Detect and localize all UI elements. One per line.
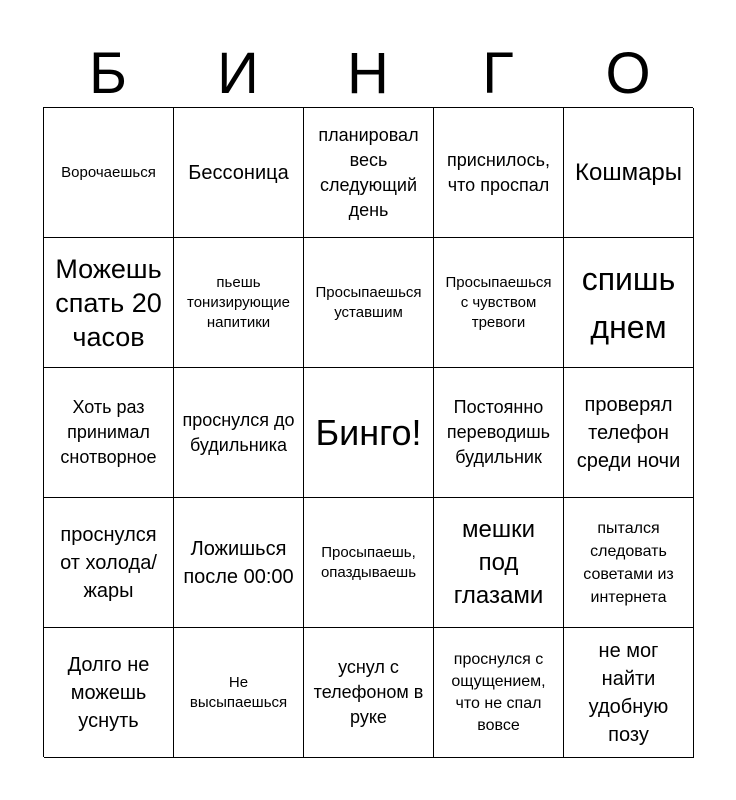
bingo-cell[interactable] xyxy=(44,628,174,758)
bingo-cell[interactable] xyxy=(564,628,694,758)
cell-text: спишь днем xyxy=(581,260,676,345)
cell-text: проснулся от холода/ жары xyxy=(60,523,157,602)
cell-text: Ворочаешься xyxy=(61,163,156,181)
header-letter-b: Б xyxy=(88,41,128,106)
header-letter-i: И xyxy=(217,41,259,106)
cell-text: пытался следовать советами из интернета xyxy=(583,519,674,606)
cell-text: Бинго! xyxy=(315,411,422,453)
bingo-cell[interactable] xyxy=(44,108,174,238)
cell-text: Можешь спать 20 часов xyxy=(55,253,162,352)
cell-text: пьешь тонизирующие напитики xyxy=(187,273,290,331)
cell-text: Долго не можешь уснуть xyxy=(67,653,150,732)
cell-text: Не высыпаешься xyxy=(189,673,288,711)
bingo-cell[interactable] xyxy=(434,628,564,758)
cell-text: уснул с телефоном в руке xyxy=(313,657,424,727)
bingo-cell[interactable] xyxy=(564,368,694,498)
bingo-cell[interactable] xyxy=(174,238,304,368)
cell-text: проснулся до будильника xyxy=(182,409,295,455)
cell-text: Хоть раз принимал снотворное xyxy=(60,397,157,467)
bingo-cell[interactable] xyxy=(434,108,564,238)
bingo-cell[interactable] xyxy=(44,498,174,628)
bingo-cell[interactable] xyxy=(174,498,304,628)
cell-text: Ложишься после 00:00 xyxy=(183,537,294,588)
cell-text: проверял телефон среди ночи xyxy=(576,393,681,472)
bingo-cell[interactable] xyxy=(564,108,694,238)
bingo-cell[interactable] xyxy=(434,498,564,628)
cell-text: не мог найти удобную позу xyxy=(588,639,669,746)
cell-text: планировал весь следующий день xyxy=(318,124,419,220)
bingo-cell[interactable] xyxy=(174,368,304,498)
bingo-cell[interactable] xyxy=(304,108,434,238)
cell-text: Просыпаешься уставшим xyxy=(315,283,422,321)
bingo-cell[interactable] xyxy=(304,498,434,628)
cell-text: Просыпаешь, опаздываешь xyxy=(320,543,417,581)
bingo-cell[interactable] xyxy=(44,238,174,368)
cell-text: приснилось, что проспал xyxy=(447,149,550,195)
bingo-cell[interactable] xyxy=(174,628,304,758)
bingo-cell[interactable] xyxy=(434,368,564,498)
bingo-cell[interactable] xyxy=(564,238,694,368)
cell-text: Бессоница xyxy=(188,161,289,184)
cell-text: Просыпаешься с чувством тревоги xyxy=(445,273,552,331)
cell-text: проснулся с ощущением, что не спал вовсе xyxy=(451,650,546,734)
bingo-cell[interactable] xyxy=(304,628,434,758)
cell-text: Постоянно переводишь будильник xyxy=(446,397,551,467)
bingo-cell[interactable] xyxy=(174,108,304,238)
bingo-cell[interactable] xyxy=(434,238,564,368)
header-letter-g: Г xyxy=(482,41,514,106)
bingo-grid xyxy=(43,107,693,757)
header-letter-n: Н xyxy=(347,41,389,106)
bingo-cell[interactable] xyxy=(304,238,434,368)
bingo-header xyxy=(43,40,693,108)
bingo-cell[interactable] xyxy=(44,368,174,498)
header-letter-o: О xyxy=(605,41,651,106)
cell-text: Кошмары xyxy=(574,159,683,186)
bingo-cell[interactable] xyxy=(564,498,694,628)
cell-text: мешки под глазами xyxy=(453,516,544,609)
free-space-cell[interactable] xyxy=(304,368,434,498)
